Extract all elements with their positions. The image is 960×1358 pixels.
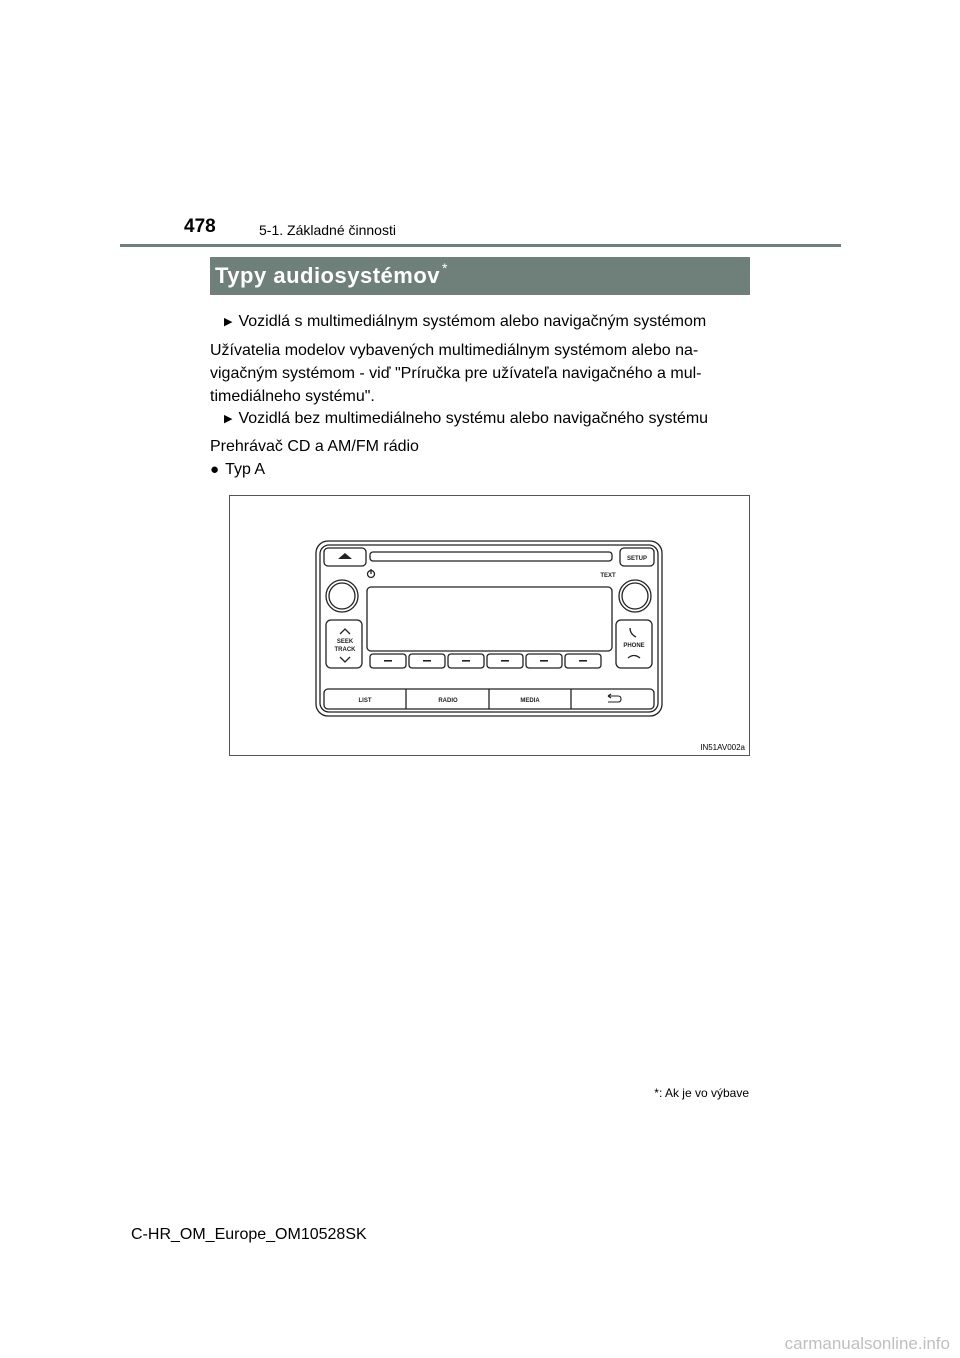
audio-unit-illustration <box>230 496 749 755</box>
chevron-down-icon <box>340 657 350 662</box>
footnote-text: : Ak je vo výbave <box>658 1086 749 1100</box>
list-label: LIST <box>358 698 372 704</box>
hangup-icon <box>628 656 640 659</box>
bullet-icon: ● <box>210 461 220 478</box>
watermark: carmanualsonline.info <box>784 1334 950 1353</box>
paragraph-line: timediálneho systému". <box>210 388 375 405</box>
chevron-up-icon <box>340 629 350 634</box>
arrow-icon: ▶ <box>224 413 233 425</box>
list-item-label: Vozidlá s multimediálnym systémom alebo navigačným systémom <box>238 313 707 330</box>
right-knob <box>619 580 651 612</box>
track-label: TRACK <box>334 647 356 653</box>
paragraph-line: vigačným systémom - viď "Príručka pre užívateľa navigačného a mul- <box>210 365 702 382</box>
section-title: Typy audiosystémov <box>215 263 440 288</box>
footer-document-code: C-HR_OM_Europe_OM10528SK <box>131 1226 367 1243</box>
cd-slot <box>370 552 612 561</box>
footnote-mark: * <box>654 1086 659 1100</box>
figure-frame <box>229 495 750 756</box>
section-label: 5-1. Základné činnosti <box>259 222 396 238</box>
paragraph-line: Užívatelia modelov vybavených multimediálnym systémom alebo na- <box>210 342 699 359</box>
seek-label: SEEK <box>336 639 354 645</box>
back-icon <box>608 694 621 702</box>
phone-label: PHONE <box>623 643 645 649</box>
bullet-type-a <box>210 458 750 481</box>
radio-label: RADIO <box>438 698 458 704</box>
media-label: MEDIA <box>520 698 540 704</box>
setup-label: SETUP <box>626 556 648 562</box>
phone-icon <box>630 628 636 637</box>
section-title-bar <box>210 257 750 295</box>
figure-code: IN51AV002a <box>700 743 745 752</box>
arrow-icon: ▶ <box>224 316 233 328</box>
list-item-label: Vozidlá bez multimediálneho systému alebo navigačného systému <box>238 410 709 427</box>
eject-icon <box>338 553 352 559</box>
list-item-without-multimedia <box>210 407 764 432</box>
list-item-with-multimedia <box>210 310 764 335</box>
bullet-label: Typ A <box>225 461 266 478</box>
footnote <box>654 1086 749 1100</box>
left-knob <box>326 580 358 612</box>
page-number: 478 <box>184 216 216 237</box>
paragraph-multimedia-info <box>210 339 750 408</box>
optional-equipment-mark: * <box>442 260 448 276</box>
header-rule <box>120 244 841 247</box>
paragraph-cd-radio: Prehrávač CD a AM/FM rádio <box>210 438 419 455</box>
display-screen <box>367 587 612 651</box>
text-label: TEXT <box>600 573 616 579</box>
